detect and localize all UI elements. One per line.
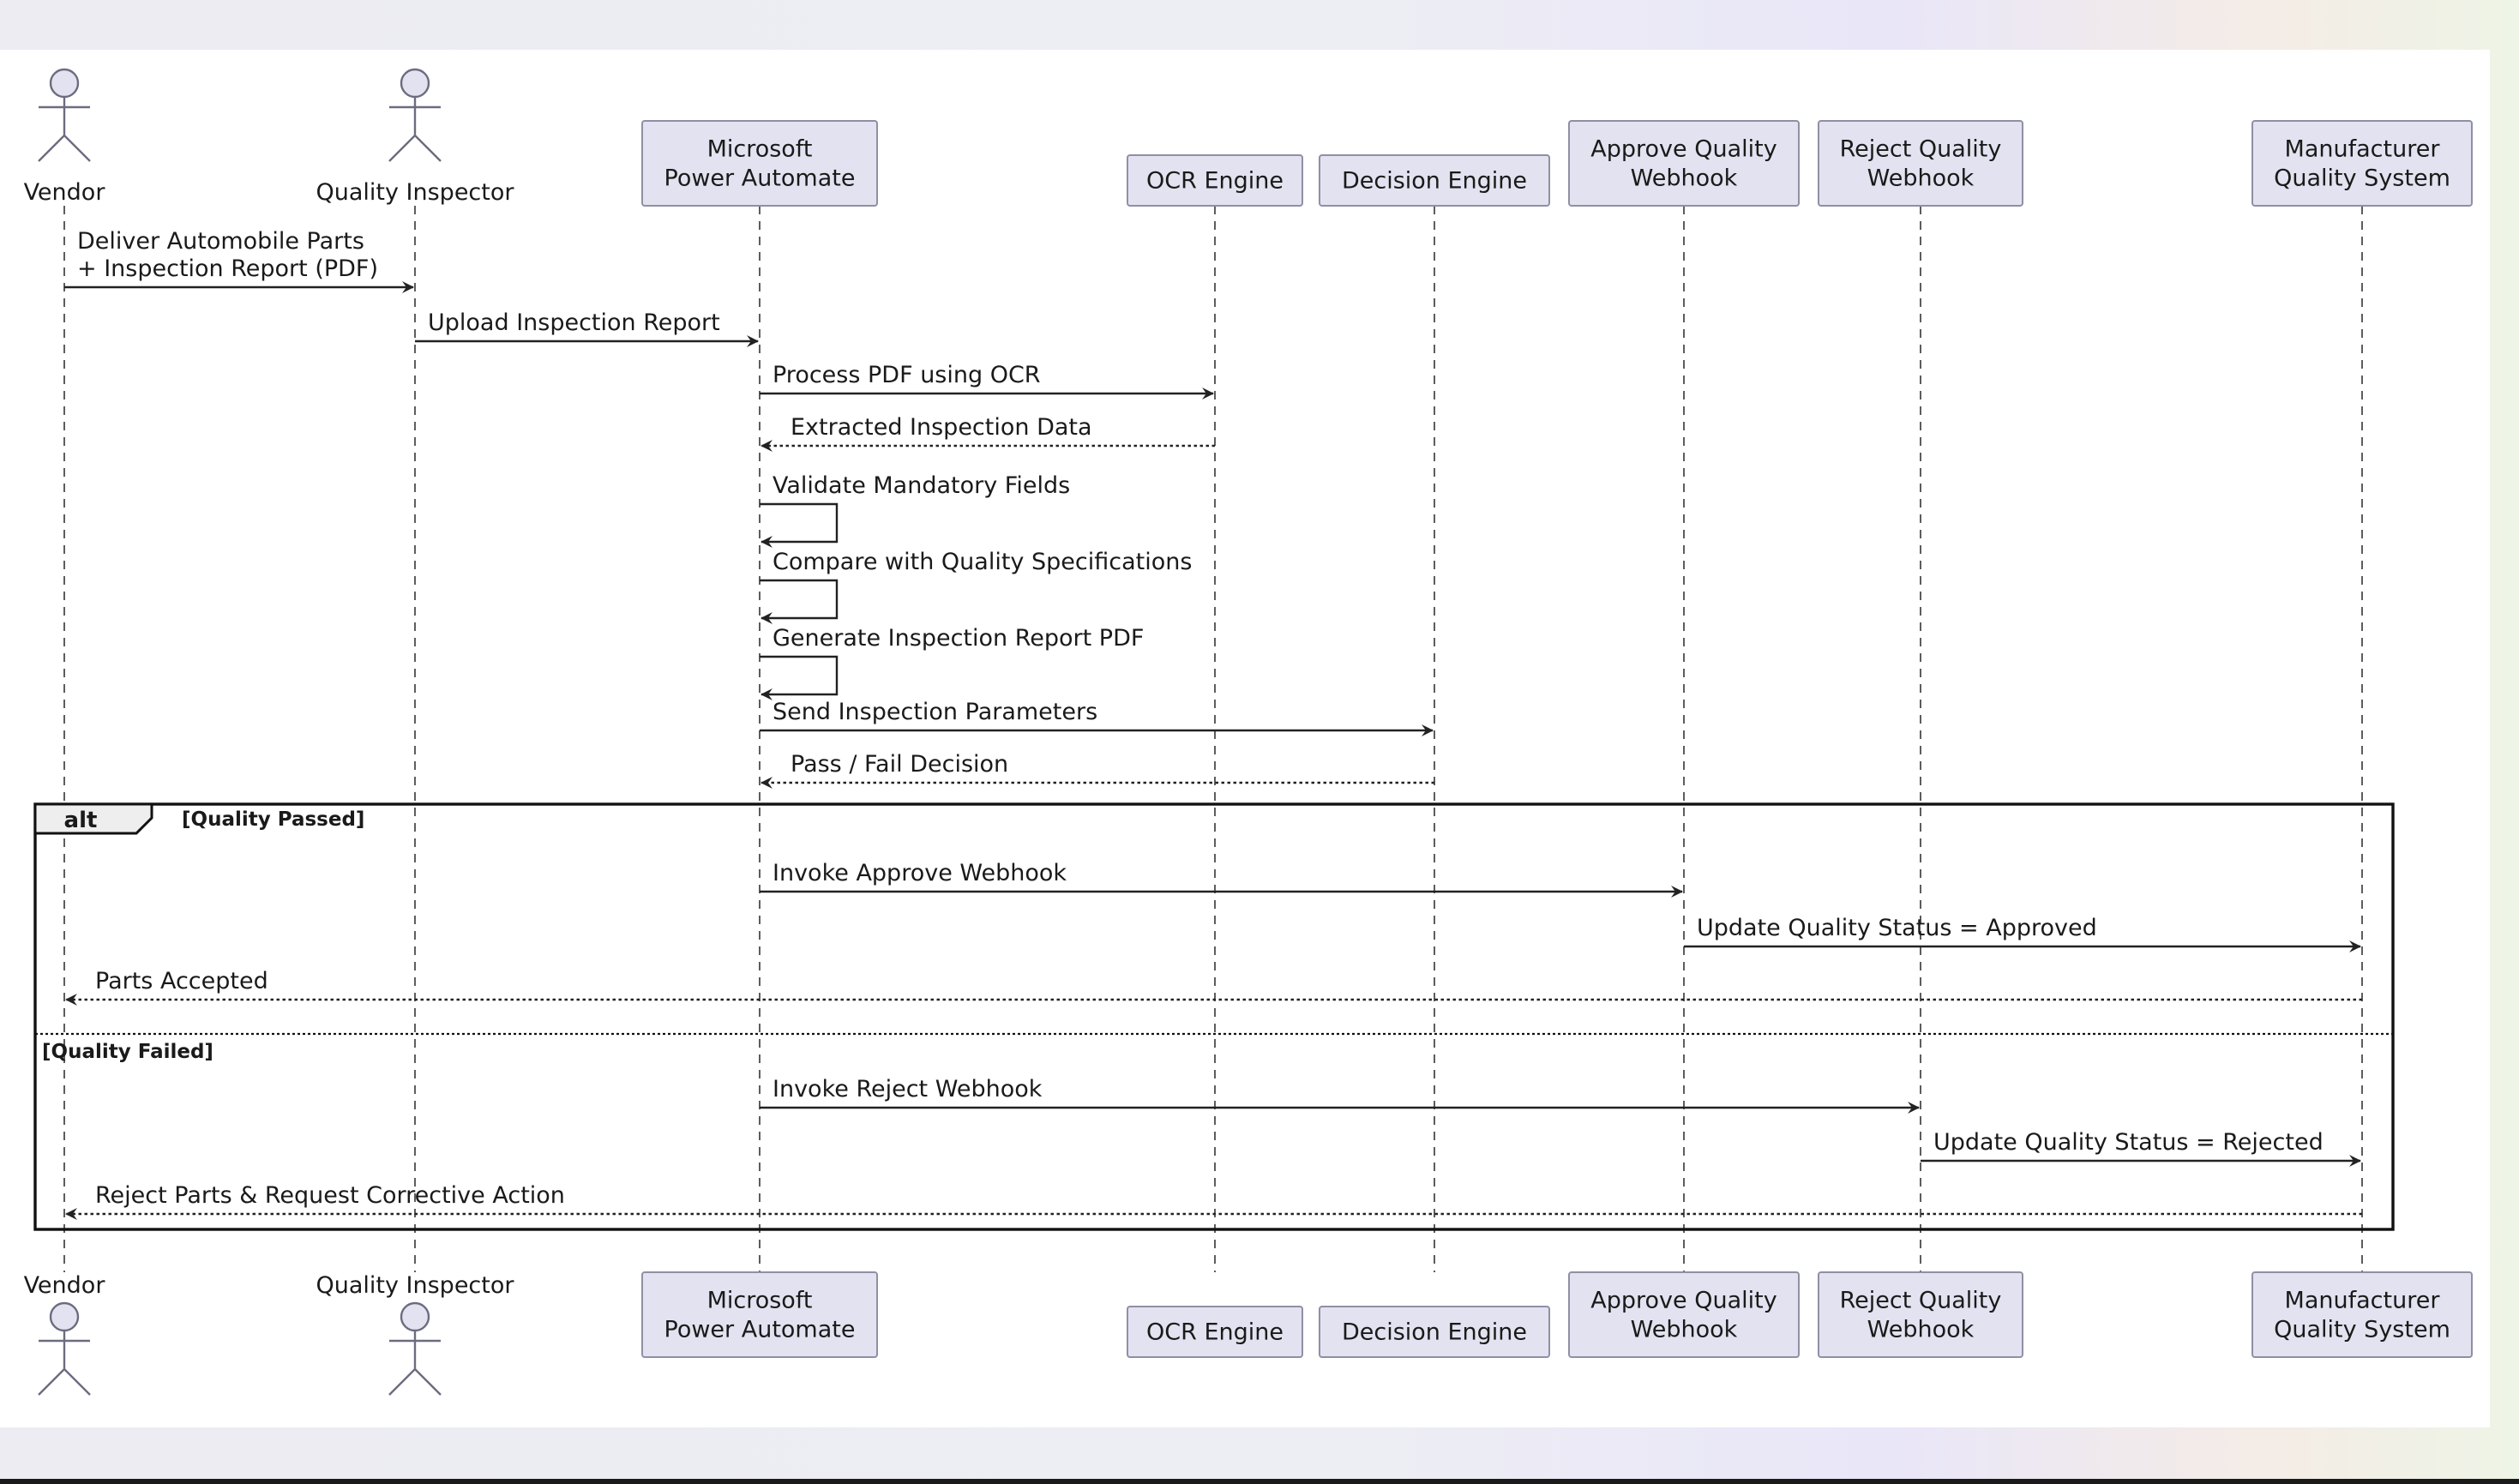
- participant-label: Webhook: [1867, 1316, 1975, 1343]
- participant-label: Reject Quality: [1839, 1287, 2002, 1314]
- message: [760, 860, 1682, 892]
- participant-approve-top: [1569, 121, 1799, 206]
- message: [64, 228, 413, 287]
- participant-decision-top: [1320, 155, 1549, 206]
- participant-label: Webhook: [1867, 165, 1975, 192]
- participant-decision-bottom: [1320, 1307, 1549, 1357]
- participant-box: [1819, 1272, 2023, 1357]
- actor-vendor-bottom: [24, 1272, 106, 1395]
- participant-box: [1819, 121, 2023, 206]
- message: [66, 1182, 2362, 1214]
- participant-label: Approve Quality: [1590, 1287, 1777, 1314]
- message-label: Upload Inspection Report: [428, 309, 720, 336]
- actor-vendor-top: [24, 69, 106, 206]
- participant-label: Manufacturer: [2284, 135, 2440, 163]
- message-label: Invoke Reject Webhook: [773, 1076, 1043, 1102]
- participant-label: Quality Inspector: [316, 179, 514, 206]
- participant-label: Quality System: [2274, 165, 2450, 192]
- participant-label: OCR Engine: [1146, 167, 1284, 195]
- participant-label: Microsoft: [706, 1287, 813, 1314]
- participant-box: [2252, 1272, 2472, 1357]
- participant-pa-top: [642, 121, 877, 206]
- participant-label: Decision Engine: [1341, 1319, 1528, 1346]
- participant-reject-top: [1819, 121, 2023, 206]
- participant-box: [642, 1272, 877, 1357]
- message-label: Process PDF using OCR: [773, 362, 1041, 388]
- participant-label: Webhook: [1630, 165, 1738, 192]
- self-message-arrow: [760, 580, 837, 618]
- actor-body-icon: [389, 97, 441, 161]
- participant-label: Power Automate: [664, 1316, 856, 1343]
- participant-label: Decision Engine: [1341, 167, 1528, 195]
- message-label: Pass / Fail Decision: [791, 751, 1009, 778]
- message-label: Deliver Automobile Parts: [77, 228, 364, 255]
- message-label: Update Quality Status = Rejected: [1933, 1129, 2324, 1156]
- participant-label: Vendor: [23, 179, 105, 206]
- message-label: Generate Inspection Report PDF: [773, 625, 1145, 652]
- participant-label: Approve Quality: [1590, 135, 1777, 163]
- actor-head-icon: [51, 1303, 78, 1331]
- self-message-arrow: [760, 657, 837, 694]
- actor-head-icon: [51, 69, 78, 97]
- participant-label: OCR Engine: [1146, 1319, 1284, 1346]
- participant-ocr-top: [1127, 155, 1302, 206]
- actor-inspector-top: [316, 69, 514, 206]
- actor-body-icon: [389, 1331, 441, 1395]
- message: [760, 699, 1433, 730]
- actor-body-icon: [39, 1331, 90, 1395]
- participant-label: Manufacturer: [2284, 1287, 2440, 1314]
- alt-frame: [35, 804, 2393, 1229]
- message: [760, 1076, 1919, 1108]
- participant-label: Quality Inspector: [316, 1272, 514, 1299]
- message-label: + Inspection Report (PDF): [77, 255, 378, 282]
- message: [760, 549, 1192, 618]
- alt-guard-failed: [Quality Failed]: [42, 1041, 213, 1063]
- message: [760, 472, 1070, 542]
- alt-keyword: alt: [63, 808, 98, 833]
- message-label: Update Quality Status = Approved: [1697, 915, 2097, 941]
- message-label: Reject Parts & Request Corrective Action: [95, 1182, 565, 1209]
- participant-label: Reject Quality: [1839, 135, 2002, 163]
- message-label: Compare with Quality Specifications: [773, 549, 1193, 575]
- participant-mqs-bottom: [2252, 1272, 2472, 1357]
- alt-fragment: [35, 804, 2393, 1229]
- participant-box: [642, 121, 877, 206]
- participant-approve-bottom: [1569, 1272, 1799, 1357]
- message: [761, 414, 1215, 446]
- participant-label: Microsoft: [706, 135, 813, 163]
- message-label: Parts Accepted: [95, 968, 268, 994]
- message: [760, 625, 1144, 694]
- message-label: Validate Mandatory Fields: [773, 472, 1071, 499]
- participant-label: Webhook: [1630, 1316, 1738, 1343]
- self-message-arrow: [760, 504, 837, 542]
- actor-head-icon: [401, 69, 429, 97]
- participant-reject-bottom: [1819, 1272, 2023, 1357]
- diagram-canvas: [0, 50, 2490, 1427]
- participant-label: Vendor: [23, 1272, 105, 1299]
- participant-box: [1569, 1272, 1799, 1357]
- participant-box: [1569, 121, 1799, 206]
- message-label: Send Inspection Parameters: [773, 699, 1098, 725]
- sequence-diagram: [0, 50, 2490, 1427]
- actor-head-icon: [401, 1303, 429, 1331]
- participant-pa-bottom: [642, 1272, 877, 1357]
- participant-box: [2252, 121, 2472, 206]
- message-label: Invoke Approve Webhook: [773, 860, 1067, 886]
- bottom-edge: [0, 1479, 2519, 1484]
- message: [761, 751, 1434, 783]
- message-label: Extracted Inspection Data: [791, 414, 1092, 441]
- participant-label: Power Automate: [664, 165, 856, 192]
- message: [760, 362, 1213, 394]
- message: [66, 968, 2362, 1000]
- actor-inspector-bottom: [316, 1272, 514, 1395]
- participant-ocr-bottom: [1127, 1307, 1302, 1357]
- participant-label: Quality System: [2274, 1316, 2450, 1343]
- message: [1921, 1129, 2360, 1161]
- actor-body-icon: [39, 97, 90, 161]
- participant-mqs-top: [2252, 121, 2472, 206]
- message: [1684, 915, 2360, 946]
- message: [415, 309, 758, 341]
- alt-guard-passed: [Quality Passed]: [182, 808, 365, 831]
